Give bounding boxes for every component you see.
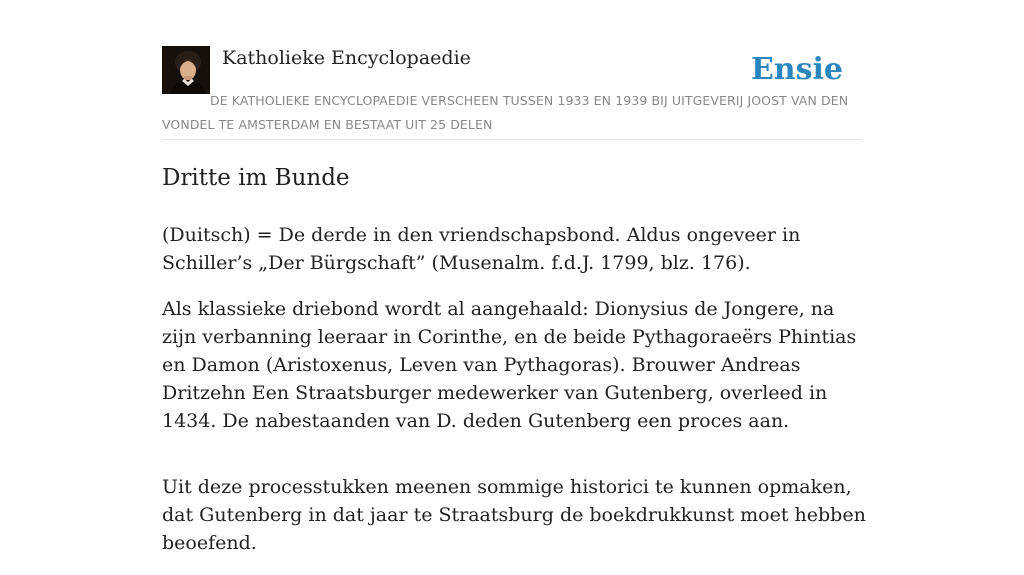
- site-header: [162, 46, 862, 140]
- site-tagline: DE KATHOLIEKE ENCYCLOPAEDIE VERSCHEEN TUSSEN 1933 EN 1939 BIJ UITGEVERIJ JOOST VAN DEN VONDEL TE AMSTERDAM EN BESTAAT UIT 25 DELEN: [162, 93, 849, 132]
- portrait-avatar-icon[interactable]: [162, 46, 210, 94]
- article-paragraph: Uit deze processtukken meenen sommige historici te kunnen opmaken, dat Gutenberg in dat jaar te Straatsburg de boekdrukkunst moet hebben beoefend.: [162, 476, 866, 554]
- article-paragraph: Als klassieke driebond wordt al aangehaald: Dionysius de Jongere, na zijn verbanning leeraar in Corinthe, en de beide Pythagoraeërs Phintias en Damon (Aristoxenus, Leven van Pythagoras). Brouwer Andreas Dritzehn Een Straatsburger medewerker van Gutenberg, overleed in 1434. De nabestaanden van D. deden Gutenberg een proces aan.: [162, 298, 857, 432]
- article-title: Dritte im Bunde: [162, 165, 350, 191]
- site-title-link[interactable]: Katholieke Encyclopaedie: [222, 47, 471, 69]
- ensie-logo-link[interactable]: Ensie: [750, 52, 843, 87]
- article-paragraph: (Duitsch) = De derde in den vriendschapsbond. Aldus ongeveer in Schiller’s „Der Bürgschaft” (Musenalm. f.d.J. 1799, blz. 176).: [162, 224, 801, 274]
- article: [162, 162, 868, 575]
